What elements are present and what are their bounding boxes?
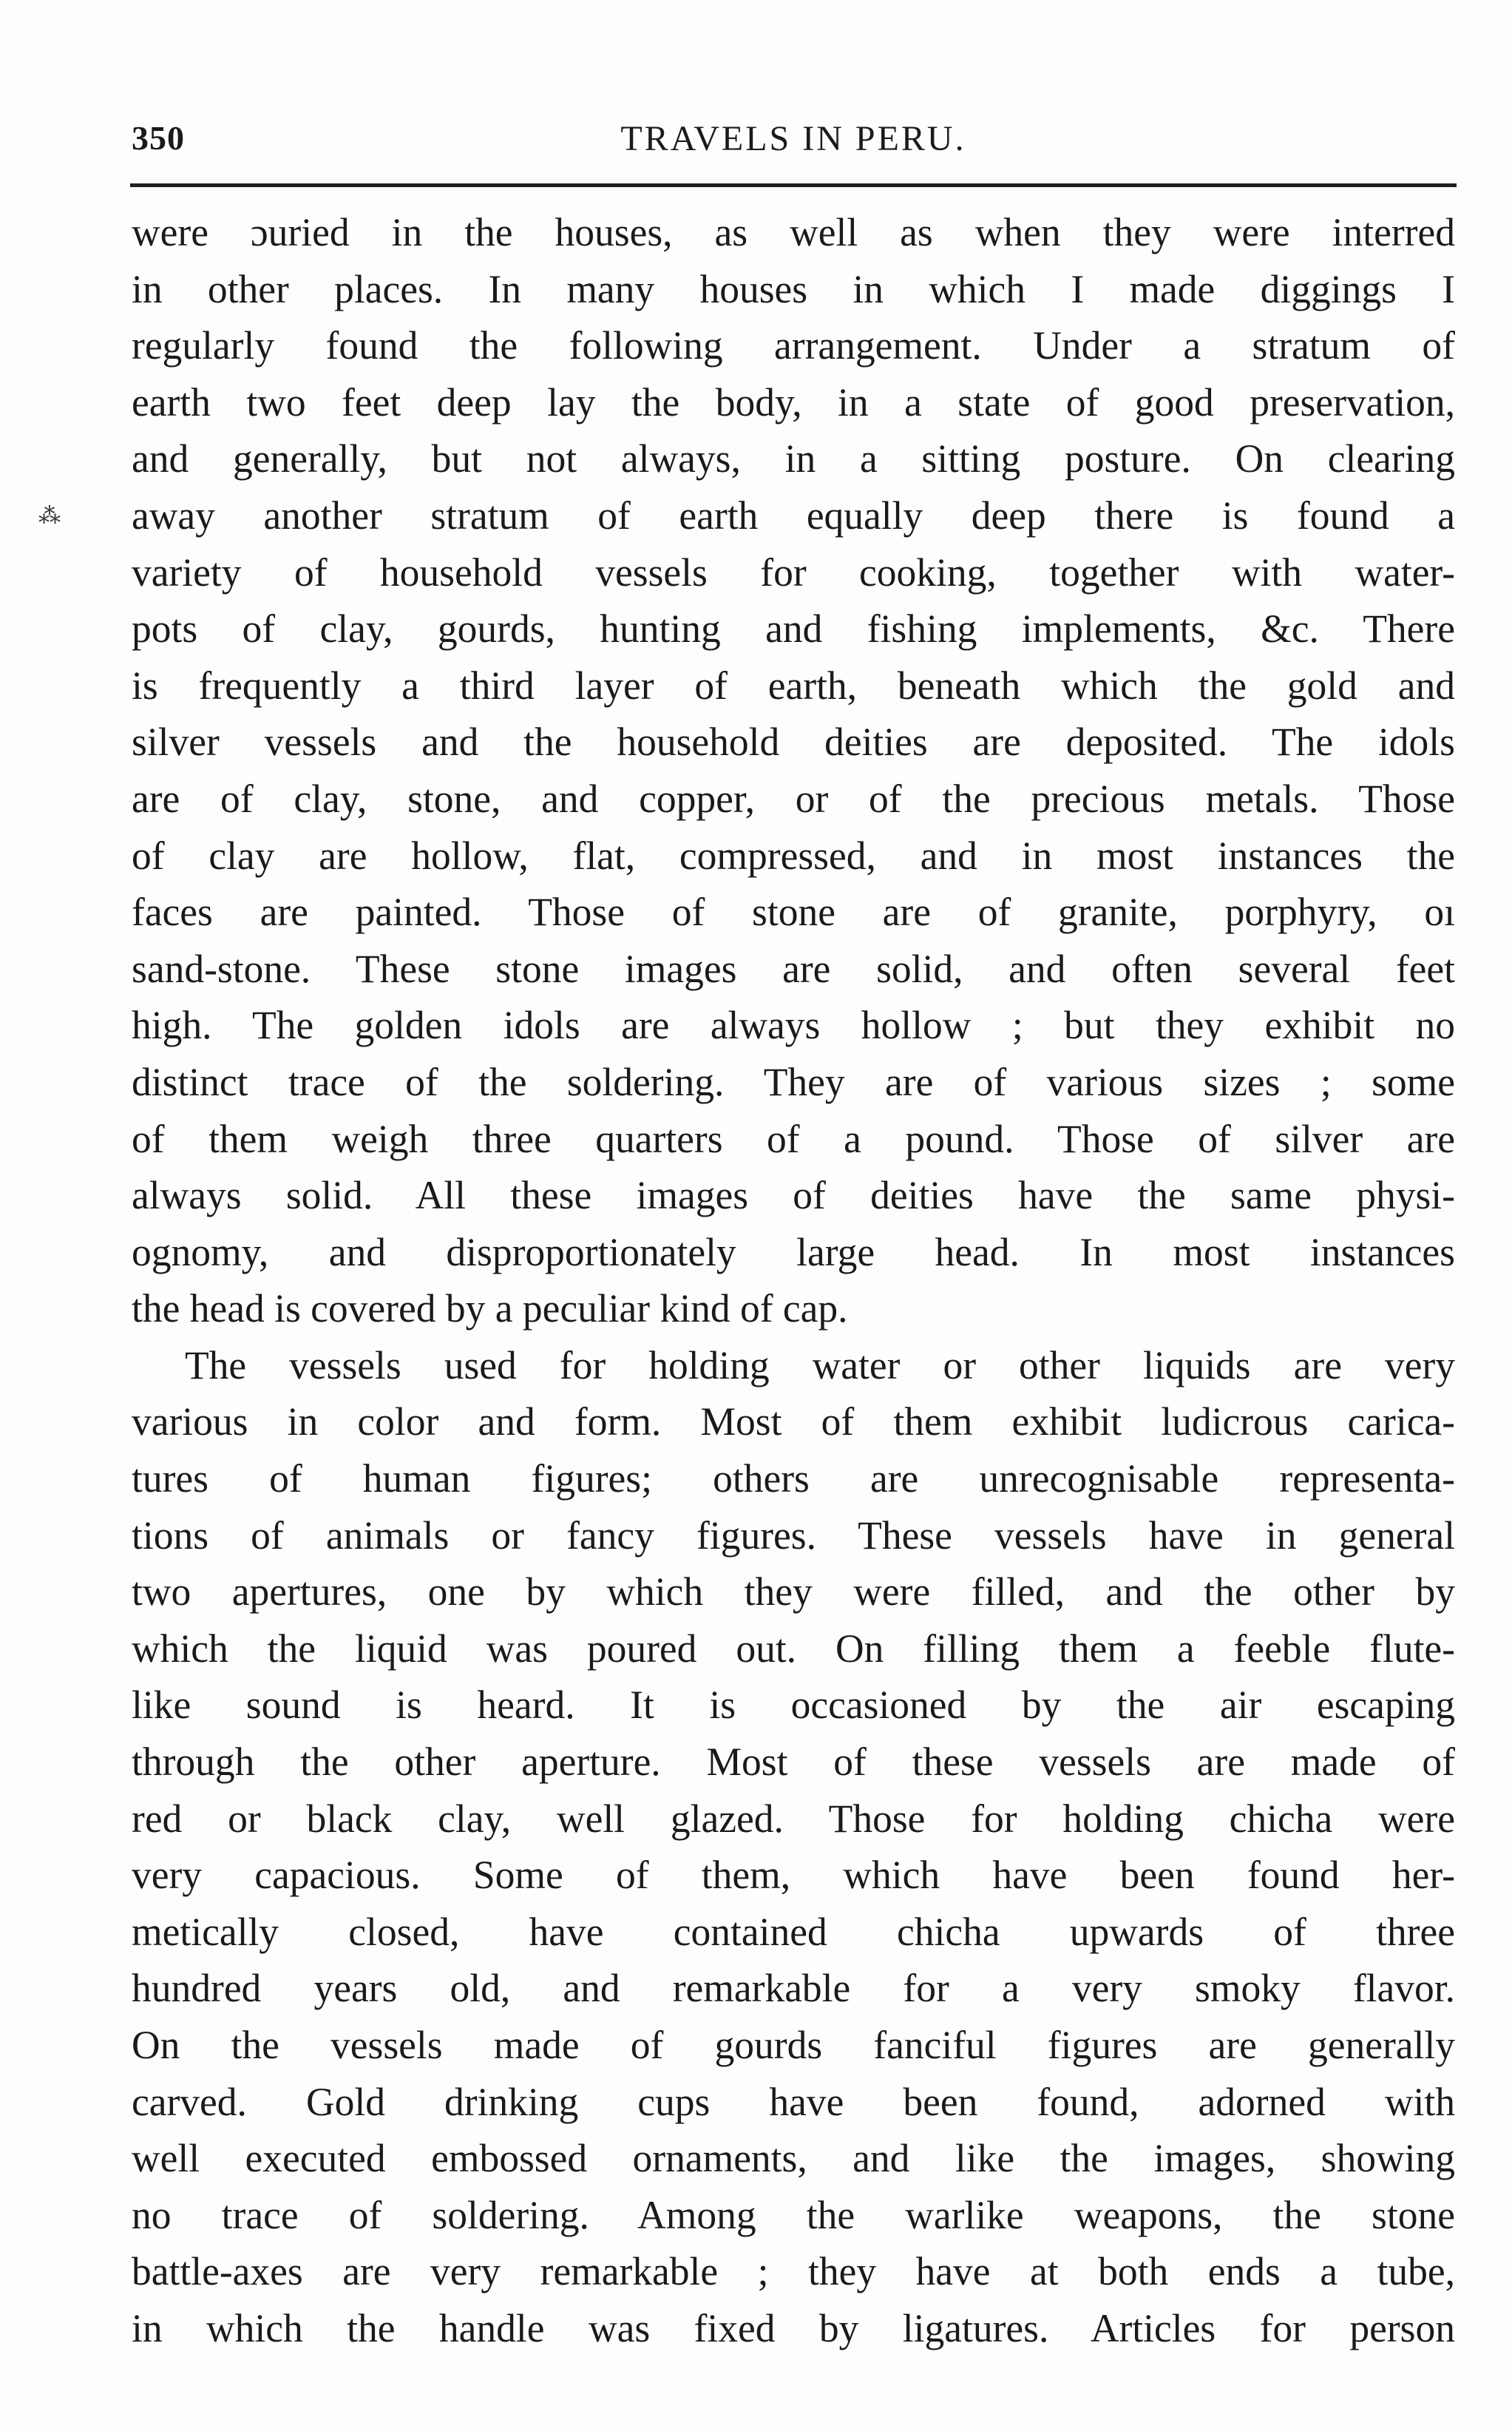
text-line: very capacious. Some of them, which have been found her-	[132, 1853, 1455, 1898]
text-line: regularly found the following arrangement. Under a stratum of	[132, 323, 1455, 368]
header-rule	[130, 183, 1457, 187]
text-line: various in color and form. Most of them exhibit ludicrous carica-	[132, 1399, 1455, 1444]
text-line: metically closed, have contained chicha upwards of three	[132, 1909, 1455, 1954]
text-line: variety of household vessels for cooking, together with water-	[132, 550, 1455, 595]
text-line: carved. Gold drinking cups have been found, adorned with	[132, 2079, 1455, 2124]
text-line: in other places. In many houses in which I made diggings I	[132, 266, 1455, 311]
text-line: like sound is heard. It is occasioned by the air escaping	[132, 1683, 1455, 1728]
text-line: tions of animals or fancy figures. These vessels have in general	[132, 1512, 1455, 1558]
text-line: of them weigh three quarters of a pound. Those of silver are	[132, 1116, 1455, 1161]
text-line: tures of human figures; others are unrecognisable representa-	[132, 1456, 1455, 1501]
text-line: sand-stone. These stone images are solid, and often several feet	[132, 946, 1455, 991]
text-line: On the vessels made of gourds fanciful figures are generally	[132, 2023, 1455, 2067]
text-line: were ɔuried in the houses, as well as when they were interred	[132, 210, 1455, 254]
text-line: well executed embossed ornaments, and like the images, showing	[132, 2136, 1455, 2181]
margin-mark: ⁂	[38, 504, 61, 528]
paragraph-1	[132, 204, 1455, 1337]
text-line: and generally, but not always, in a sitting posture. On clearing	[132, 436, 1455, 481]
text-line: faces are painted. Those of stone are of granite, porphyry, oı	[132, 890, 1455, 935]
text-line: hundred years old, and remarkable for a very smoky flavor.	[132, 1966, 1455, 2011]
page-header	[132, 118, 1455, 170]
text-line: The vessels used for holding water or other liquids are very	[185, 1342, 1455, 1387]
paragraph-2	[132, 1337, 1455, 2357]
text-line: ognomy, and disproportionately large head. In most instances	[132, 1229, 1455, 1274]
text-line: of clay are hollow, flat, compressed, and in most instances the	[132, 833, 1455, 878]
text-line: high. The golden idols are always hollow ; but they exhibit no	[132, 1003, 1455, 1048]
text-line: pots of clay, gourds, hunting and fishing implements, &c. There	[132, 606, 1455, 652]
page-number: 350	[132, 119, 185, 157]
text-line: no trace of soldering. Among the warlike weapons, the stone	[132, 2192, 1455, 2237]
text-line: through the other aperture. Most of these vessels are made of	[132, 1740, 1455, 1785]
text-line: in which the handle was fixed by ligatures. Articles for person	[132, 2305, 1455, 2350]
text-line: two apertures, one by which they were filled, and the other by	[132, 1569, 1455, 1615]
text-line: battle-axes are very remarkable ; they have at both ends a tube,	[132, 2249, 1455, 2294]
text-line: always solid. All these images of deities have the same physi-	[132, 1173, 1455, 1218]
text-line: is frequently a third layer of earth, beneath which the gold and	[132, 663, 1455, 708]
text-line: silver vessels and the household deities are deposited. The idols	[132, 720, 1455, 765]
text-line: are of clay, stone, and copper, or of the precious metals. Those	[132, 776, 1455, 821]
body-text	[132, 204, 1455, 2357]
text-line: distinct trace of the soldering. They are of various sizes ; some	[132, 1059, 1455, 1104]
text-line: which the liquid was poured out. On filling them a feeble flute-	[132, 1626, 1455, 1671]
text-line: earth two feet deep lay the body, in a state of good preservation,	[132, 379, 1455, 425]
text-line: away another stratum of earth equally deep there is found a	[132, 493, 1455, 538]
text-line: the head is covered by a peculiar kind of cap.	[132, 1286, 848, 1331]
text-line: red or black clay, well glazed. Those for holding chicha were	[132, 1796, 1455, 1841]
running-title: TRAVELS IN PERU.	[620, 119, 966, 158]
